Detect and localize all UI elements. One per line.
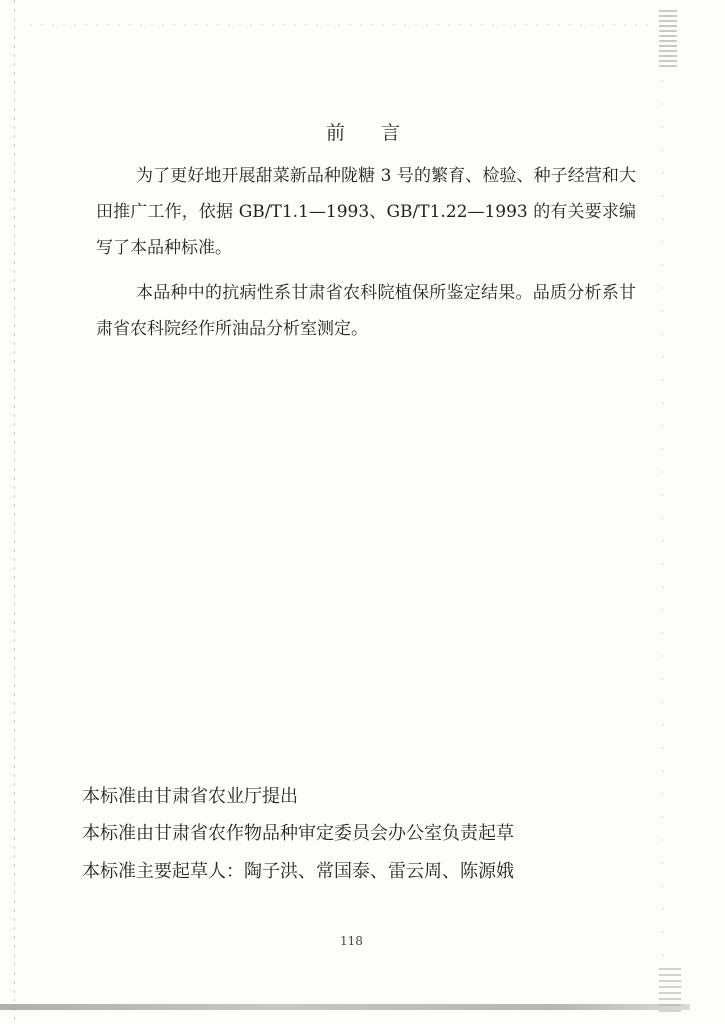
preface-paragraph: 本品种中的抗病性系甘肃省农科院植保所鉴定结果。品质分析系甘肃省农科院经作所油品分析室测定。 (96, 283, 636, 339)
footer-proposer-line: 本标准由甘肃省农业厅提出 (82, 786, 298, 807)
preface-paragraph: 为了更好地开展甜菜新品种陇糖 3 号的繁育、检验、种子经营和大田推广工作，依据 GB/T1.1—1993、GB/T1.22—1993 的有关要求编写了本品种标准。 (96, 166, 636, 258)
preface-title: 前言 (326, 122, 437, 144)
footer-drafters-line: 本标准主要起草人：陶子洪、常国泰、雷云周、陈源娥 (82, 861, 514, 882)
page-number: 118 (340, 934, 363, 948)
scan-noise-bottom-right (659, 968, 681, 1016)
scan-edge-bottom (0, 1004, 690, 1010)
scan-noise-top (30, 24, 650, 25)
footer-drafting-unit-line: 本标准由甘肃省农作物品种审定委员会办公室负责起草 (82, 823, 514, 844)
scan-edge-right (662, 80, 663, 960)
scan-edge-left (14, 0, 15, 1024)
scan-noise-top-right (659, 10, 677, 70)
